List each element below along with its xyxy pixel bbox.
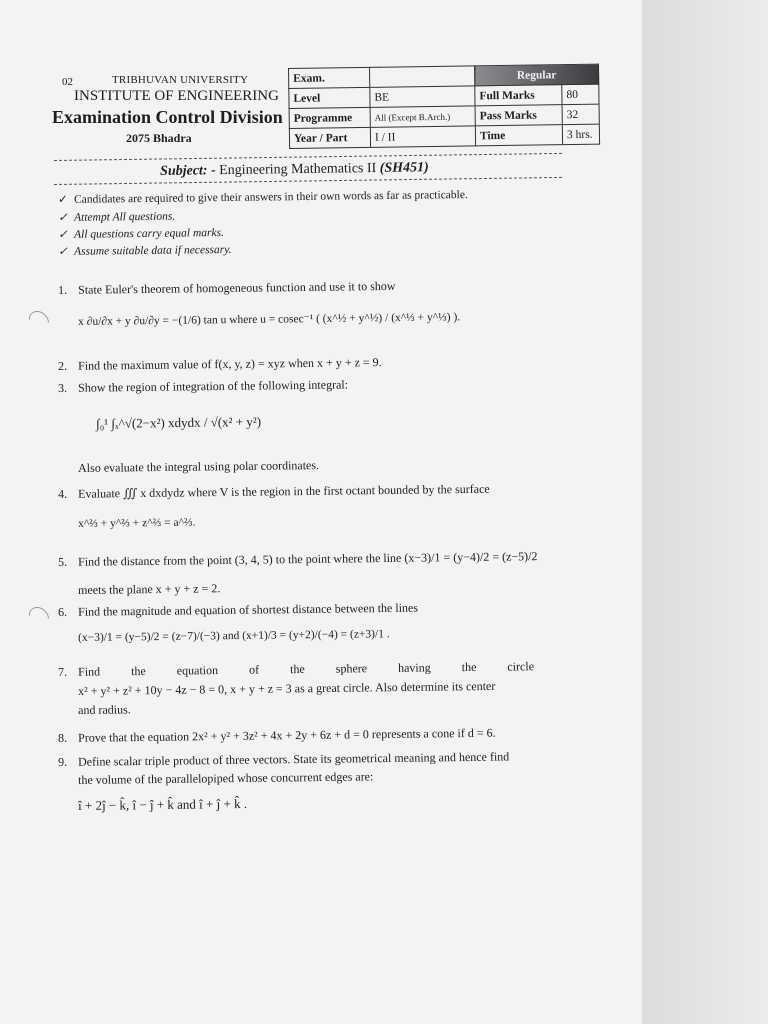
table-cell: Level (289, 87, 370, 108)
subject-prefix: Subject: - (160, 163, 216, 179)
exam-info-table (288, 64, 600, 149)
table-row (289, 124, 599, 148)
divider (54, 177, 562, 185)
instruction-item: ✓ Attempt All questions. (58, 210, 176, 224)
table-cell: BE (370, 86, 475, 107)
question-6-formula: (x−3)/1 = (y−5)/2 = (z−7)/(−3) and (x+1)/3 = (y+2)/(−4) = (z+3)/1 . (78, 628, 390, 644)
instruction-item: ✓ Assume suitable data if necessary. (58, 243, 232, 258)
table-cell: Year / Part (289, 127, 370, 148)
check-icon: ✓ (58, 193, 68, 206)
instruction-item: ✓ All questions carry equal marks. (58, 226, 224, 241)
question-9-formula: î + 2ĵ − k̂, î − ĵ + k̂ and î + ĵ + k̂ . (78, 795, 248, 813)
paper-code: 02 (62, 76, 73, 88)
exam-type-badge: Regular (474, 64, 598, 86)
check-icon: ✓ (58, 228, 68, 241)
table-cell: Programme (289, 107, 370, 128)
subject-line (160, 160, 429, 180)
question-3: 3. Show the region of integration of the following integral: (58, 377, 349, 395)
question-4-formula: x^⅔ + y^⅔ + z^⅔ = a^⅔. (78, 516, 196, 530)
table-cell: Pass Marks (475, 105, 562, 126)
table-cell: 32 (562, 104, 599, 125)
table-cell: Time (475, 125, 562, 146)
question-7: 7. Find the equation of the sphere having the circle (58, 659, 535, 679)
question-7-continued: and radius. (78, 702, 131, 717)
background-edge (642, 0, 768, 1024)
question-3-note: Also evaluate the integral using polar coordinates. (78, 458, 320, 475)
question-5-continued: meets the plane x + y + z = 2. (78, 581, 221, 597)
institute-name: INSTITUTE OF ENGINEERING (74, 88, 279, 104)
question-4: 4. Evaluate ∭ x dxdydz where V is the region in the first octant bounded by the surface (58, 481, 490, 501)
question-6: 6. Find the magnitude and equation of shortest distance between the lines (58, 600, 419, 619)
table-cell: 80 (562, 84, 599, 105)
table-cell: Full Marks (475, 85, 562, 106)
check-icon: ✓ (58, 211, 68, 224)
subject-name: Engineering Mathematics II (219, 160, 377, 179)
question-7-continued: x² + y² + z² + 10y − 4z − 8 = 0, x + y + z = 3 as a great circle. Also determine its center (78, 678, 496, 698)
table-cell: 3 hrs. (562, 124, 599, 145)
question-3-formula: ∫₀¹ ∫ₓ^√(2−x²) xdydx / √(x² + y²) (96, 413, 262, 431)
table-cell: Exam. (289, 67, 370, 88)
check-icon: ✓ (58, 245, 68, 258)
instruction-item: ✓ Candidates are required to give their answers in their own words as far as practicable. (58, 188, 468, 206)
question-9: 9. Define scalar triple product of three vectors. State its geometrical meaning and hence find (58, 749, 510, 769)
question-5: 5. Find the distance from the point (3, 4, 5) to the point where the line (x−3)/1 = (y−4)/2 = (z−5)/2 (58, 549, 538, 569)
table-cell: I / II (370, 126, 475, 147)
punch-hole-icon (25, 307, 53, 335)
exam-date: 2075 Bhadra (126, 131, 192, 145)
question-2: 2. Find the maximum value of f(x, y, z) = xyz when x + y + z = 9. (58, 355, 382, 373)
punch-hole-icon (25, 603, 53, 631)
table-cell: All (Except B.Arch.) (370, 106, 475, 127)
question-1: 1. State Euler's theorem of homogeneous function and use it to show (58, 278, 396, 297)
question-9-continued: the volume of the parallelopiped whose concurrent edges are: (78, 769, 374, 787)
table-cell (369, 66, 474, 87)
university-name: TRIBHUVAN UNIVERSITY (112, 74, 249, 86)
subject-code: (SH451) (379, 160, 429, 176)
question-1-formula: x ∂u/∂x + y ∂u/∂y = −(1/6) tan u where u = cosec⁻¹ ( (x^½ + y^½) / (x^⅓ + y^⅓) ). (78, 311, 461, 328)
division-name: Examination Control Division (52, 107, 283, 127)
divider (54, 153, 562, 161)
question-8: 8. Prove that the equation 2x² + y² + 3z² + 4x + 2y + 6z + d = 0 represents a cone if d = 6. (58, 725, 496, 745)
